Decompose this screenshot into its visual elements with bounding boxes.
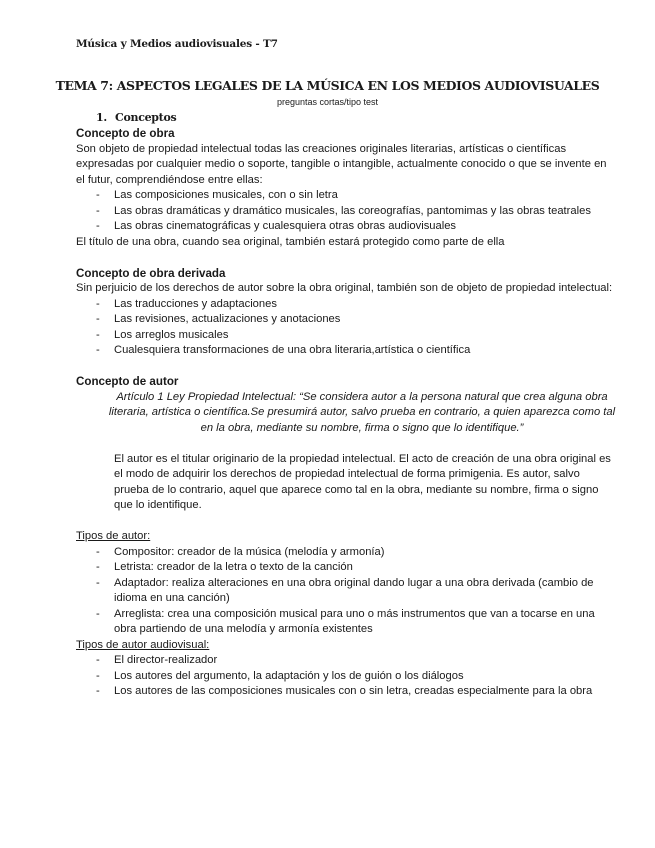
derivada-list (76, 297, 616, 359)
autor-quote: Artículo 1 Ley Propiedad Intelectual: “Se considera autor a la persona natural que crea alguna obra literaria, artística o científica.Se presumirá autor, salvo prueba en contrario, a quien aparezca como tal en la obra, mediante su nombre, firma o signo que lo identifique.” (108, 390, 616, 434)
list-item: - El director-realizador (76, 653, 616, 669)
list-item: - Los autores del argumento, la adaptación y los de guión o los diálogos (76, 669, 616, 685)
tipos-av-list (76, 653, 616, 700)
list-item: - Las obras cinematográficas y cualesquiera otras obras audiovisuales (76, 219, 616, 235)
page-subtitle: preguntas cortas/tipo test (276, 97, 379, 107)
derivada-intro: Sin perjuicio de los derechos de autor sobre la obra original, también son de objeto de propiedad intelectual: (76, 282, 613, 294)
section-heading (96, 111, 176, 124)
derivada-heading: Concepto de obra derivada (76, 266, 226, 280)
list-item: - Cualesquiera transformaciones de una obra literaria,artística o científica (76, 343, 616, 359)
list-item: - Letrista: creador de la letra o texto de la canción (76, 560, 616, 576)
document-body (76, 126, 616, 700)
page-title: TEMA 7: ASPECTOS LEGALES DE LA MÚSICA EN LOS MEDIOS AUDIOVISUALES (55, 78, 600, 93)
list-item: - Las revisiones, actualizaciones y anotaciones (76, 312, 616, 328)
tipos-heading: Tipos de autor: (76, 530, 151, 542)
list-item: - Arreglista: crea una composición musical para uno o más instrumentos que van a tocarse en una obra partiendo de una melodía y armonía existentes (76, 607, 616, 638)
obra-intro: Son objeto de propiedad intelectual todas las creaciones originales literarias, artísticas o científicas expresadas por cualquier medio o soporte, tangible o intangible, actualmente conocido o que se invente en el futur, comprendiéndose entre ellas: (76, 142, 607, 186)
tipos-av-heading: Tipos de autor audiovisual: (76, 638, 210, 651)
list-item: - Adaptador: realiza alteraciones en una obra original dando lugar a una obra derivada (cambio de idioma en una canción) (76, 576, 616, 607)
autor-heading: Concepto de autor (76, 375, 179, 388)
tipos-list (76, 545, 616, 638)
section-label: Conceptos (115, 111, 177, 124)
autor-paragraph: El autor es el titular originario de la propiedad intelectual. El acto de creación de una obra original es el modo de adquirir los derechos de propiedad intelectual de forma primigenia. Es autor, salvo prueba de lo contrario, aquel que aparece como tal en la obra, mediante su nombre, firma o signo que lo identifique. (114, 452, 611, 511)
obra-list (76, 188, 616, 235)
obra-heading: Concepto de obra (76, 127, 175, 140)
list-item: - Las traducciones y adaptaciones (76, 297, 616, 313)
list-item: - Los arreglos musicales (76, 328, 616, 344)
list-item: - Los autores de las composiciones musicales con o sin letra, creadas especialmente para la obra (76, 684, 616, 700)
obra-closing: El título de una obra, cuando sea original, también estará protegido como parte de ella (76, 235, 505, 248)
list-item: - Las composiciones musicales, con o sin letra (76, 188, 616, 204)
section-number: 1. (96, 111, 107, 124)
running-header: Música y Medios audiovisuales - T7 (76, 38, 278, 50)
list-item: - Las obras dramáticas y dramático musicales, las coreografías, pantomimas y las obras teatrales (76, 204, 616, 220)
list-item: - Compositor: creador de la música (melodía y armonía) (76, 545, 616, 561)
